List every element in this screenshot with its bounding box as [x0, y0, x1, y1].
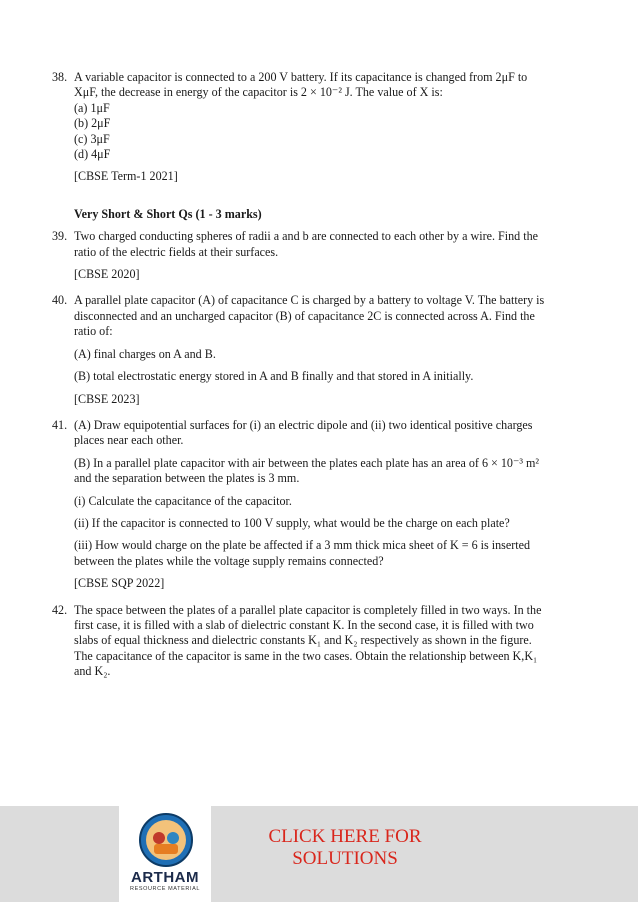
question-part-b: (B) In a parallel plate capacitor with air between the plates each plate has an area of 6 × 10⁻³ m² — [74, 455, 540, 470]
question-text: and K₂. — [74, 664, 111, 679]
globe-emblem-icon — [138, 812, 194, 868]
question-text: A parallel plate capacitor (A) of capacitance C is charged by a battery to voltage V. The battery is — [74, 293, 545, 308]
question-number: 38. — [52, 70, 68, 84]
question-page — [52, 70, 592, 680]
question-part-iii: between the plates while the voltage supply remains connected? — [74, 553, 384, 568]
source-citation: [CBSE 2023] — [74, 391, 140, 406]
question-text: The capacitance of the capacitor is same in the two cases. Obtain the relationship between K,K₁ — [74, 648, 538, 663]
source-citation: [CBSE 2020] — [74, 267, 140, 282]
question-42 — [52, 603, 592, 680]
logo-subtext: RESOURCE MATERIAL — [130, 886, 200, 892]
source-citation: [CBSE SQP 2022] — [74, 576, 165, 591]
question-text: ratio of: — [74, 324, 113, 339]
source-citation: [CBSE Term-1 2021] — [74, 169, 178, 184]
question-38 — [52, 70, 592, 185]
question-text: XμF, the decrease in energy of the capacitor is 2 × 10⁻² J. The value of X is: — [74, 85, 443, 100]
question-text: places near each other. — [74, 433, 184, 448]
question-text: slabs of equal thickness and dielectric constants K₁ and K₂ respectively as shown in the figure. — [74, 633, 532, 648]
question-part-b: and the separation between the plates is 3 mm. — [74, 471, 300, 486]
option-b: (b) 2μF — [74, 116, 111, 131]
question-number: 42. — [52, 602, 68, 617]
question-text: ratio of the electric fields at their surfaces. — [74, 244, 279, 259]
solutions-link[interactable] — [230, 826, 460, 870]
question-number: 39. — [52, 229, 68, 244]
section-heading: Very Short & Short Qs (1 - 3 marks) — [74, 206, 262, 221]
question-39 — [52, 229, 592, 282]
question-text: disconnected and an uncharged capacitor (B) of capacitance 2C is connected across A. Find the — [74, 308, 535, 323]
question-text: A variable capacitor is connected to a 200 V battery. If its capacitance is changed from 2μF to — [74, 70, 528, 84]
question-text: Two charged conducting spheres of radii a and b are connected to each other by a wire. Find the — [74, 229, 539, 244]
artham-logo — [119, 806, 211, 902]
question-part-iii: (iii) How would charge on the plate be affected if a 3 mm thick mica sheet of K = 6 is inserted — [74, 538, 531, 553]
question-number: 40. — [52, 293, 68, 308]
question-text: (A) Draw equipotential surfaces for (i) an electric dipole and (ii) two identical positive charges — [74, 417, 533, 432]
question-part-a: (A) final charges on A and B. — [74, 346, 216, 361]
question-41 — [52, 418, 592, 592]
question-text: first case, it is filled with a slab of dielectric constant K. In the second case, it is filled with two — [74, 617, 534, 632]
option-c: (c) 3μF — [74, 131, 110, 146]
question-text: The space between the plates of a parallel plate capacitor is completely filled in two ways. In the — [74, 602, 542, 617]
option-d: (d) 4μF — [74, 147, 111, 162]
question-part-b: (B) total electrostatic energy stored in A and B finally and that stored in A initially. — [74, 369, 474, 384]
question-part-i: (i) Calculate the capacitance of the capacitor. — [74, 493, 292, 508]
question-part-ii: (ii) If the capacitor is connected to 100 V supply, what would be the charge on each plate? — [74, 515, 510, 530]
option-a: (a) 1μF — [74, 100, 110, 115]
cta-line-2[interactable]: SOLUTIONS — [292, 848, 398, 869]
cta-line-1[interactable]: CLICK HERE FOR — [268, 826, 422, 847]
question-40 — [52, 293, 592, 406]
question-number: 41. — [52, 417, 68, 432]
logo-text: ARTHAM — [131, 869, 199, 886]
